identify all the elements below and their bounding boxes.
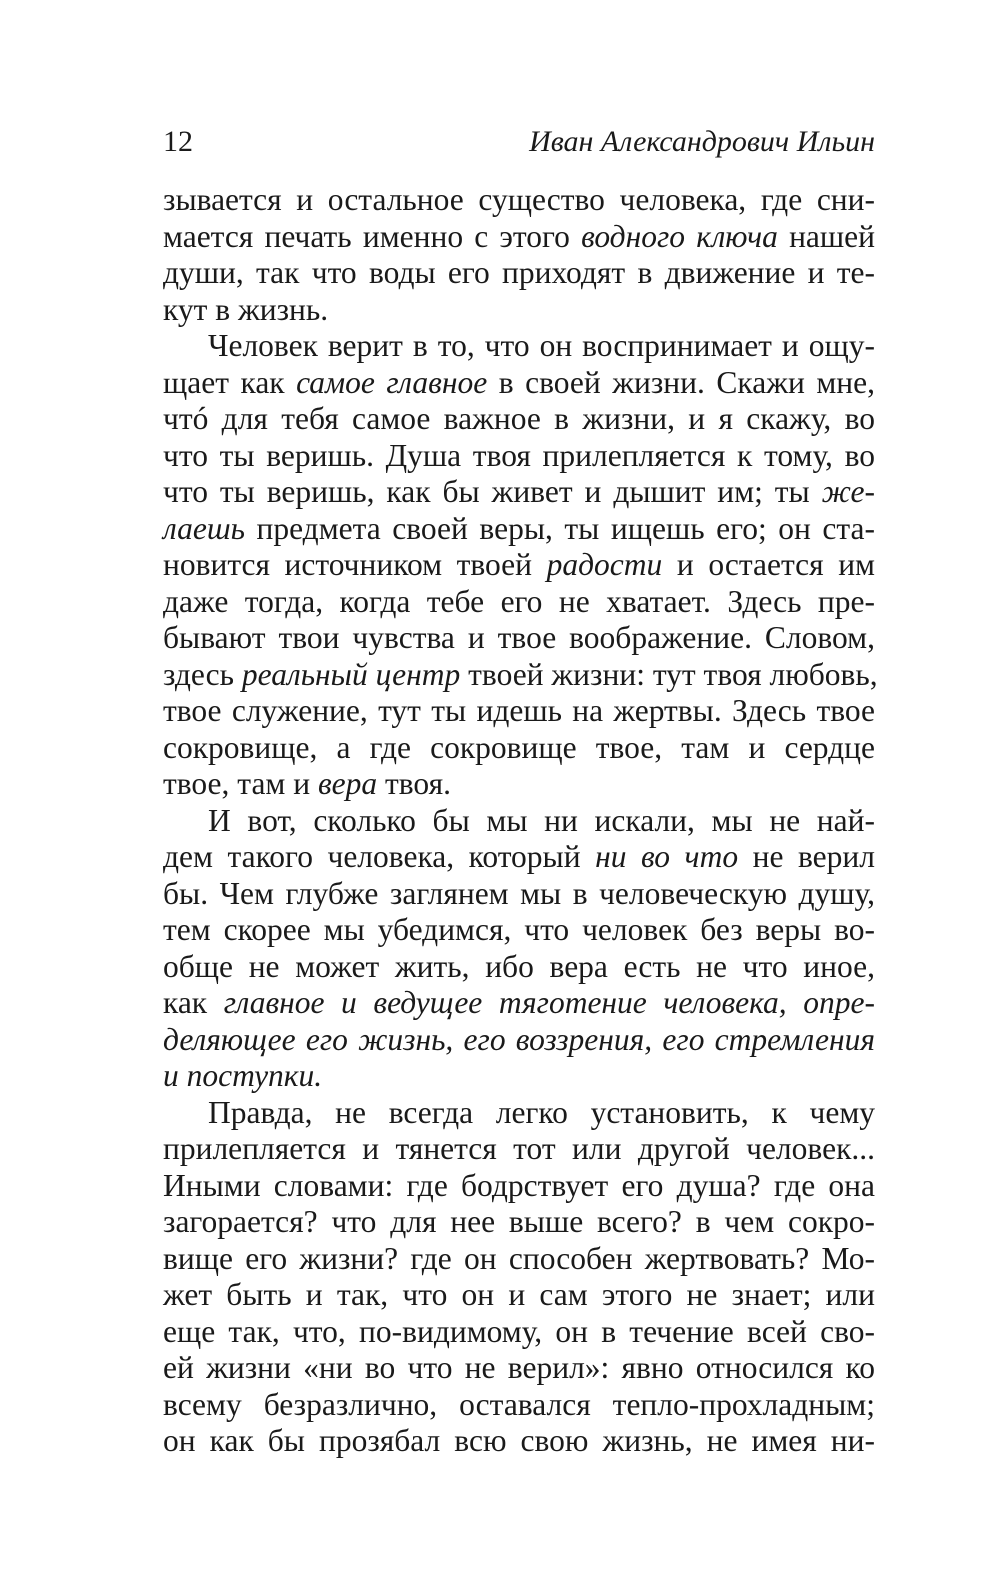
text-line: [163, 912, 875, 949]
italic-text-segment: радости: [546, 547, 663, 582]
text-segment: жет быть и так, что он и сам этого не знает; или: [163, 1277, 875, 1312]
text-segment: Правда, не всегда легко установить, к чему: [208, 1094, 875, 1130]
italic-text-segment: ни во что: [595, 839, 739, 874]
text-line: [163, 730, 875, 767]
text-line: [163, 803, 875, 840]
text-segment: всему безразлично, оставался тепло-прохладным;: [163, 1386, 875, 1422]
page-number: 12: [163, 125, 193, 158]
text-segment: прилепляется и тянется тот или другой человек...: [163, 1131, 875, 1166]
text-segment: еще так, что, по-видимому, он в течение всей сво-: [163, 1313, 875, 1349]
text-segment: он как бы прозябал всю свою жизнь, не имея ни-: [163, 1423, 875, 1458]
text-line: [163, 1168, 875, 1205]
text-line: [163, 219, 875, 256]
italic-text-segment: лаешь: [163, 510, 245, 546]
text-segment: Иными словами: где бодрствует его душа? где она: [163, 1167, 875, 1203]
text-segment: ей жизни «ни во что не верил»: явно относился ко: [163, 1350, 875, 1385]
italic-text-segment: же-: [821, 474, 875, 509]
text-line: [163, 255, 875, 292]
text-line: [163, 620, 875, 657]
text-line: [163, 292, 875, 329]
italic-text-segment: водного ключа: [581, 218, 778, 254]
body-text: [163, 182, 878, 1460]
text-segment: что ты веришь. Душа твоя прилепляется к тому, во: [163, 437, 875, 473]
text-segment: твое, там и: [163, 766, 318, 801]
text-segment: вище его жизни? где он способен жертвовать? Мо-: [163, 1240, 875, 1276]
text-segment: предмета своей веры, ты ищешь его; он ста-: [244, 510, 875, 546]
text-line: [163, 1131, 875, 1168]
text-line: [163, 1095, 875, 1132]
text-segment: как: [163, 985, 224, 1020]
text-line: [163, 766, 875, 803]
text-segment: и остается им: [662, 547, 875, 582]
text-segment: души, так что воды его приходят в движение и те-: [163, 255, 875, 290]
italic-text-segment: вера: [317, 766, 378, 801]
text-segment: И вот, сколько бы мы ни искали, мы не най-: [208, 802, 875, 838]
running-head: [163, 120, 875, 164]
text-segment: даже тогда, когда тебе его не хватает. Здесь пре-: [163, 583, 875, 619]
text-segment: дем такого человека, который: [163, 839, 596, 874]
text-segment: твое служение, тут ты идешь на жертвы. Здесь твое: [163, 693, 875, 728]
text-segment: обще не может жить, ибо вера есть не что иное,: [163, 948, 875, 984]
text-segment: чтó для тебя самое важное в жизни, и я скажу, во: [163, 401, 875, 436]
text-segment: твоя.: [377, 766, 451, 801]
text-segment: бывают твои чувства и твое воображение. Словом,: [163, 620, 875, 655]
text-line: [163, 1277, 875, 1314]
text-segment: твоей жизни: тут твоя любовь,: [460, 656, 878, 692]
text-line: [163, 876, 875, 913]
text-segment: новится источником твоей: [163, 547, 547, 582]
text-line: [163, 438, 875, 475]
text-segment: здесь: [163, 656, 242, 692]
text-segment: щает как: [163, 364, 297, 400]
text-line: [163, 1314, 875, 1351]
italic-text-segment: самое главное: [296, 364, 488, 400]
text-segment: кут в жизнь.: [163, 291, 329, 327]
text-line: [163, 1241, 875, 1278]
text-line: [163, 182, 875, 219]
text-line: [163, 1058, 875, 1095]
text-segment: не верил: [738, 839, 875, 874]
text-line: [163, 1022, 875, 1059]
text-line: [163, 839, 875, 876]
text-line: [163, 511, 875, 548]
text-line: [163, 1350, 875, 1387]
text-line: [163, 1204, 875, 1241]
text-line: [163, 365, 875, 402]
running-head-author: Иван Александрович Ильин: [529, 125, 875, 158]
text-line: [163, 401, 875, 438]
text-segment: нашей: [777, 218, 875, 254]
text-segment: зывается и остальное существо человека, где сни-: [163, 182, 875, 217]
text-line: [163, 656, 878, 694]
text-line: [163, 547, 875, 584]
text-line: [163, 949, 875, 986]
italic-text-segment: реальный центр: [241, 656, 461, 692]
text-line: [163, 328, 875, 365]
text-segment: бы. Чем глубже заглянем мы в человеческую душу,: [163, 875, 875, 911]
text-line: [163, 584, 875, 621]
italic-text-segment: деляющее его жизнь, его воззрения, его стремления: [163, 1021, 875, 1057]
text-segment: в своей жизни. Скажи мне,: [487, 364, 875, 400]
text-segment: Человек верит в то, что он воспринимает и ощу-: [208, 328, 875, 363]
text-line: [163, 693, 875, 730]
text-segment: сокровище, а где сокровище твое, там и сердце: [163, 729, 875, 765]
text-line: [163, 1423, 875, 1460]
italic-text-segment: и поступки.: [163, 1058, 323, 1093]
text-segment: загорается? что для нее выше всего? в чем сокро-: [163, 1204, 875, 1239]
text-line: [163, 1387, 875, 1424]
text-segment: мается печать именно с этого: [163, 218, 582, 254]
text-line: [163, 985, 875, 1022]
italic-text-segment: главное и ведущее тяготение человека, опре-: [223, 985, 875, 1020]
text-segment: что ты веришь, как бы живет и дышит им; ты: [163, 474, 822, 509]
text-segment: тем скорее мы убедимся, что человек без веры во-: [163, 912, 875, 947]
text-line: [163, 474, 875, 511]
